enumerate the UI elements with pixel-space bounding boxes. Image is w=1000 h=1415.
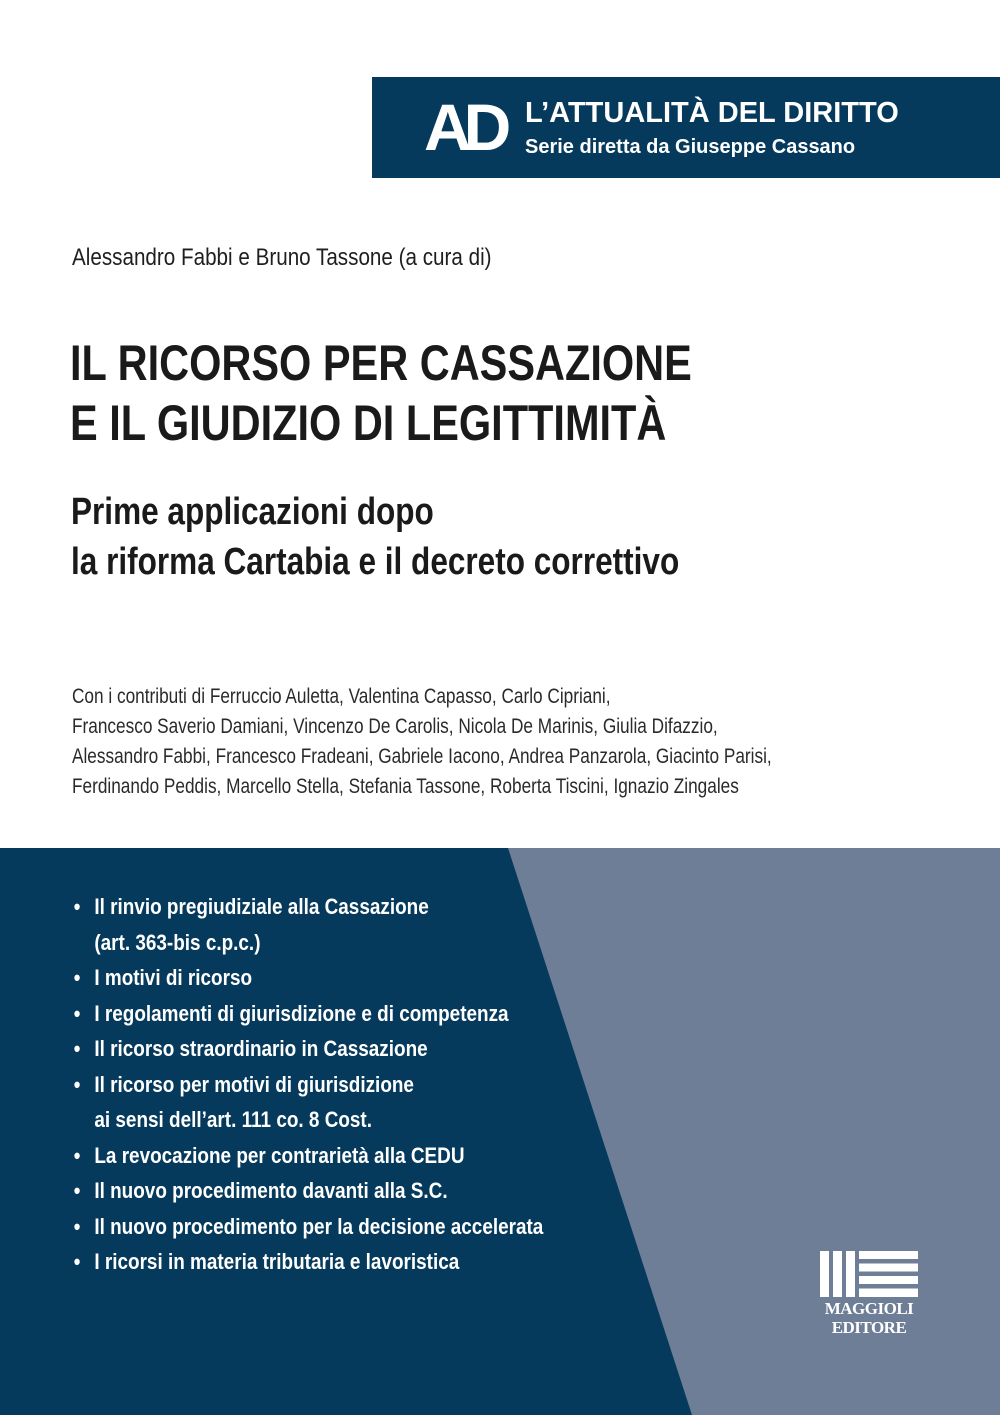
book-title-line: IL RICORSO PER CASSAZIONE xyxy=(70,335,692,391)
topic-text: Il ricorso straordinario in Cassazione xyxy=(94,1036,428,1061)
publisher-name-line: EDITORE xyxy=(831,1318,907,1337)
contributors xyxy=(72,682,772,802)
topic-text: I motivi di ricorso xyxy=(94,965,253,990)
topic-text: Il ricorso per motivi di giurisdizione xyxy=(94,1071,414,1097)
bullet-icon: • xyxy=(73,1036,81,1061)
topic-text-continued: (art. 363-bis c.p.c.) xyxy=(94,929,261,955)
editors: Alessandro Fabbi e Bruno Tassone (a cura di) xyxy=(72,244,492,271)
book-subtitle xyxy=(71,487,679,587)
contributors-line: Alessandro Fabbi, Francesco Fradeani, Gabriele Iacono, Andrea Panzarola, Giacinto Parisi, xyxy=(72,745,772,768)
topic-text: La revocazione per contrarietà alla CEDU xyxy=(94,1142,465,1168)
book-title-line: E IL GIUDIZIO DI LEGITTIMITÀ xyxy=(70,395,667,451)
bullet-icon: • xyxy=(73,1071,81,1097)
topic-text: Il rinvio pregiudiziale alla Cassazione xyxy=(94,894,429,919)
bullet-icon: • xyxy=(73,1213,81,1239)
publisher-logo xyxy=(818,1251,920,1343)
topic-text: Il nuovo procedimento per la decisione accelerata xyxy=(94,1213,544,1239)
book-title xyxy=(70,333,692,453)
topic-item xyxy=(72,1209,543,1245)
topic-text: I regolamenti di giurisdizione e di competenza xyxy=(94,1000,509,1026)
bullet-icon: • xyxy=(73,894,81,919)
book-subtitle-line: Prime applicazioni dopo xyxy=(71,491,434,533)
topic-text: I ricorsi in materia tributaria e lavoristica xyxy=(94,1249,460,1274)
topic-item xyxy=(72,1244,543,1280)
contributors-line: Con i contributi di Ferruccio Auletta, Valentina Capasso, Carlo Cipriani, xyxy=(72,685,611,708)
topic-item xyxy=(72,1138,543,1174)
series-logo: AD xyxy=(424,90,504,164)
contributors-line: Francesco Saverio Damiani, Vincenzo De Carolis, Nicola De Marinis, Giulia Difazzio, xyxy=(72,715,718,738)
bullet-icon: • xyxy=(73,1178,81,1203)
topic-text-continued: ai sensi dell’art. 111 co. 8 Cost. xyxy=(94,1107,372,1132)
topic-item xyxy=(72,1067,543,1138)
topic-item xyxy=(72,960,543,996)
maggioli-logo-icon xyxy=(820,1251,918,1297)
book-subtitle-line: la riforma Cartabia e il decreto correttivo xyxy=(71,541,680,583)
topic-item xyxy=(72,889,543,960)
contributors-line: Ferdinando Peddis, Marcello Stella, Stefania Tassone, Roberta Tiscini, Ignazio Zingales xyxy=(72,775,739,798)
topics-list xyxy=(72,889,543,1280)
topic-item xyxy=(72,1031,543,1067)
topic-item xyxy=(72,1173,543,1209)
bullet-icon: • xyxy=(73,965,81,990)
topic-item xyxy=(72,996,543,1032)
bullet-icon: • xyxy=(73,1000,81,1026)
topic-text: Il nuovo procedimento davanti alla S.C. xyxy=(94,1178,448,1203)
series-banner xyxy=(372,77,1000,178)
series-subtitle: Serie diretta da Giuseppe Cassano xyxy=(525,136,856,158)
publisher-name xyxy=(818,1299,920,1337)
bullet-icon: • xyxy=(73,1249,81,1274)
publisher-name-line: MAGGIOLI xyxy=(824,1299,914,1318)
bullet-icon: • xyxy=(73,1142,81,1168)
series-title: L’ATTUALITÀ DEL DIRITTO xyxy=(525,97,899,129)
